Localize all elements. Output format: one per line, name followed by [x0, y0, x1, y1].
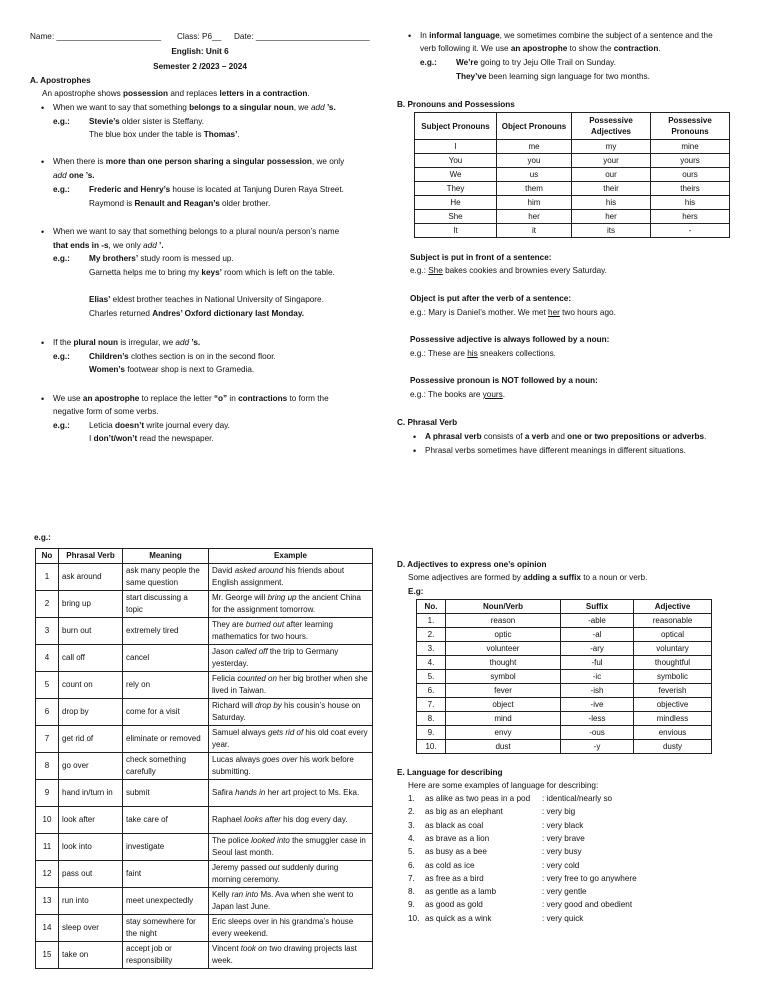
section-d-title: D. Adjectives to express one’s opinion: [397, 560, 547, 569]
pronoun-note-title: Possessive adjective is always followed by a noun:: [410, 335, 610, 344]
section-c-title: C. Phrasal Verb: [397, 418, 458, 427]
table-cell: thoughtful: [634, 656, 712, 670]
example-text: Leticia doesn’t write journal every day.: [89, 421, 230, 430]
table-header: Noun/Verb: [446, 600, 561, 614]
table-cell: dusty: [634, 740, 712, 754]
table-cell: 6: [36, 699, 59, 726]
simile-phrase: as busy as a bee: [425, 847, 487, 857]
table-cell: 12: [36, 861, 59, 888]
table-header: No: [36, 549, 59, 564]
table-row: [36, 753, 373, 780]
table-cell: meet unexpectedly: [123, 888, 209, 915]
example-text: My brothers’ study room is messed up.: [89, 254, 234, 263]
table-cell: symbol: [446, 670, 561, 684]
table-row: [36, 699, 373, 726]
table-cell: mindless: [634, 712, 712, 726]
table-cell: -ish: [561, 684, 634, 698]
table-cell: 1: [36, 564, 59, 591]
simile-phrase: as good as gold: [425, 900, 483, 910]
eg-label: e.g.:: [53, 352, 70, 361]
simile-meaning: : very brave: [542, 833, 585, 843]
table-row: [417, 670, 712, 684]
table-cell: ask around: [59, 564, 123, 591]
simile-meaning: : very free to go anywhere: [542, 873, 637, 883]
table-cell: hand in/turn in: [59, 780, 123, 807]
apostrophe-rule-irregular: • If the plural noun is irregular, we add ’s.: [53, 338, 200, 348]
table-header: Adjective: [634, 600, 712, 614]
simile-meaning: : very gentle: [542, 887, 587, 897]
table-row: [36, 780, 373, 807]
table-cell: check something carefully: [123, 753, 209, 780]
table-row: [417, 656, 712, 670]
table-row: [417, 628, 712, 642]
table-cell: Jeremy passed out suddenly during morning ceremony.: [209, 861, 373, 888]
example-text: Children’s clothes section is on in the second floor.: [89, 352, 276, 361]
table-cell: 9.: [417, 726, 446, 740]
table-header: Example: [209, 549, 373, 564]
section-e-intro: Here are some examples of language for describing:: [408, 781, 599, 790]
list-number: 9.: [408, 900, 415, 910]
table-row: [36, 807, 373, 834]
table-cell: 7: [36, 726, 59, 753]
eg-label: e.g.:: [53, 254, 70, 263]
table-row: [36, 915, 373, 942]
table-cell: She: [415, 210, 497, 224]
pronoun-table: [414, 112, 730, 238]
table-cell: drop by: [59, 699, 123, 726]
pronoun-note-example: e.g.: These are his sneakers collections.: [410, 349, 556, 358]
table-cell: submit: [123, 780, 209, 807]
table-row: [36, 564, 373, 591]
table-cell: 3.: [417, 642, 446, 656]
table-row: [417, 698, 712, 712]
table-cell: We: [415, 168, 497, 182]
table-row: [36, 888, 373, 915]
table-header: Possessive Pronouns: [651, 113, 730, 140]
table-cell: 6.: [417, 684, 446, 698]
table-row: [417, 740, 712, 754]
table-cell: 5.: [417, 670, 446, 684]
table-cell: 8.: [417, 712, 446, 726]
eg-label: E.g:: [408, 587, 424, 596]
simile-meaning: : very busy: [542, 847, 582, 857]
table-cell: voluntary: [634, 642, 712, 656]
table-cell: look into: [59, 834, 123, 861]
table-cell: mine: [651, 140, 730, 154]
table-cell: -ic: [561, 670, 634, 684]
simile-meaning: : very quick: [542, 913, 584, 923]
table-cell: You: [415, 154, 497, 168]
eg-label: e.g.:: [34, 533, 51, 542]
pronoun-note-title: Object is put after the verb of a sentence:: [410, 294, 572, 303]
simile-phrase: as quick as a wink: [425, 913, 492, 923]
table-cell: Samuel always gets rid of his old coat every year.: [209, 726, 373, 753]
table-cell: They are burned out after learning mathematics for two hours.: [209, 618, 373, 645]
table-cell: Jason called off the trip to Germany yesterday.: [209, 645, 373, 672]
phrasal-verb-definition: • A phrasal verb consists of a verb and one or two prepositions or adverbs.: [425, 432, 706, 442]
list-number: 3.: [408, 820, 415, 830]
section-b-title: B. Pronouns and Possessions: [397, 100, 515, 109]
simile-phrase: as black as coal: [425, 820, 484, 830]
table-cell: -al: [561, 628, 634, 642]
apostrophe-rule-shared-line2: add one ’s.: [53, 171, 95, 180]
table-cell: 15: [36, 942, 59, 969]
table-cell: envy: [446, 726, 561, 740]
apostrophe-rule-contraction: • We use an apostrophe to replace the letter “o” in contractions to form the: [53, 394, 385, 404]
list-number: 10.: [408, 913, 420, 923]
table-cell: stay somewhere for the night: [123, 915, 209, 942]
table-cell: 10.: [417, 740, 446, 754]
table-cell: his: [572, 196, 651, 210]
table-cell: optic: [446, 628, 561, 642]
simile-meaning: : very big: [542, 807, 576, 817]
table-row: [415, 154, 730, 168]
phrasal-verb-note: • Phrasal verbs sometimes have different meanings in different situations.: [425, 446, 686, 456]
table-cell: Felicia counted on her big brother when she lived in Taiwan.: [209, 672, 373, 699]
table-cell: 7.: [417, 698, 446, 712]
list-number: 1.: [408, 794, 415, 803]
table-header: Suffix: [561, 600, 634, 614]
table-row: [36, 942, 373, 969]
simile-phrase: as big as an elephant: [425, 807, 503, 817]
table-cell: David asked around his friends about English assignment.: [209, 564, 373, 591]
table-row: [415, 182, 730, 196]
table-cell: extremely tired: [123, 618, 209, 645]
example-text: Frederic and Henry’s house is located at Tanjung Duren Raya Street.: [89, 185, 344, 194]
pronoun-note-example: e.g.: Mary is Daniel’s mother. We met her two hours ago.: [410, 308, 616, 317]
table-cell: -ive: [561, 698, 634, 712]
table-cell: The police looked into the smuggler case in Seoul last month.: [209, 834, 373, 861]
table-row: [36, 618, 373, 645]
table-cell: thought: [446, 656, 561, 670]
apostrophe-rule-informal-line2: verb following it. We use an apostrophe to show the contraction.: [420, 44, 661, 53]
example-text: Charles returned Andres’ Oxford dictionary last Monday.: [89, 309, 305, 318]
table-cell: go over: [59, 753, 123, 780]
table-cell: take care of: [123, 807, 209, 834]
table-cell: -ary: [561, 642, 634, 656]
date-field-label: Date: _________________________: [234, 32, 370, 41]
section-a-intro: An apostrophe shows possession and replaces letters in a contraction.: [42, 89, 310, 98]
simile-phrase: as free as a bird: [425, 873, 484, 883]
eg-label: e.g.:: [53, 421, 70, 430]
table-row: [417, 614, 712, 628]
table-cell: -able: [561, 614, 634, 628]
table-header: Object Pronouns: [497, 113, 572, 140]
table-cell: 2.: [417, 628, 446, 642]
table-cell: 13: [36, 888, 59, 915]
table-cell: Kelly ran into Ms. Ava when she went to Japan last June.: [209, 888, 373, 915]
apostrophe-rule-plural: • When we want to say that something belongs to a plural noun/a person’s name: [53, 227, 339, 237]
table-cell: optical: [634, 628, 712, 642]
table-cell: -: [651, 224, 730, 238]
phrasal-verb-table: [35, 548, 373, 969]
table-cell: Vincent took on two drawing projects last week.: [209, 942, 373, 969]
apostrophe-rule-contraction-line2: negative form of some verbs.: [53, 407, 159, 416]
table-cell: rely on: [123, 672, 209, 699]
table-cell: pass out: [59, 861, 123, 888]
table-row: [417, 684, 712, 698]
table-cell: cancel: [123, 645, 209, 672]
example-text: We’re going to try Jeju Olle Trail on Sunday.: [456, 58, 616, 67]
table-cell: its: [572, 224, 651, 238]
table-row: [417, 712, 712, 726]
apostrophe-rule-plural-line2: that ends in -s, we only add ’.: [53, 241, 164, 250]
table-cell: come for a visit: [123, 699, 209, 726]
simile-phrase: as gentle as a lamb: [425, 887, 497, 897]
table-cell: it: [497, 224, 572, 238]
list-number: 7.: [408, 873, 415, 883]
table-cell: feverish: [634, 684, 712, 698]
example-text: They’ve been learning sign language for two months.: [456, 72, 650, 81]
table-row: [415, 196, 730, 210]
list-number: 2.: [408, 807, 415, 817]
section-e-title: E. Language for describing: [397, 768, 503, 777]
table-cell: investigate: [123, 834, 209, 861]
simile-phrase: as alike as two peas in a pod: [425, 794, 531, 803]
table-header: Phrasal Verb: [59, 549, 123, 564]
table-cell: 11: [36, 834, 59, 861]
table-row: [36, 672, 373, 699]
table-cell: count on: [59, 672, 123, 699]
simile-meaning: : identical/nearly so: [542, 794, 613, 803]
table-header: No.: [417, 600, 446, 614]
example-text: Raymond is Renault and Reagan’s older brother.: [89, 199, 271, 208]
table-cell: get rid of: [59, 726, 123, 753]
table-cell: sleep over: [59, 915, 123, 942]
table-cell: run into: [59, 888, 123, 915]
example-text: Elias’ eldest brother teaches in National University of Singapore.: [89, 295, 324, 304]
table-cell: burn out: [59, 618, 123, 645]
table-cell: Eric sleeps over in his grandma’s house every weekend.: [209, 915, 373, 942]
table-cell: us: [497, 168, 572, 182]
table-cell: our: [572, 168, 651, 182]
table-cell: my: [572, 140, 651, 154]
table-cell: 9: [36, 780, 59, 807]
table-cell: dust: [446, 740, 561, 754]
table-cell: 14: [36, 915, 59, 942]
apostrophe-rule-shared: • When there is more than one person sharing a singular possession, we only: [53, 157, 344, 167]
table-cell: reasonable: [634, 614, 712, 628]
table-cell: theirs: [651, 182, 730, 196]
simile-meaning: : very cold: [542, 860, 580, 870]
table-cell: 4.: [417, 656, 446, 670]
table-cell: It: [415, 224, 497, 238]
apostrophe-rule-singular: • When we want to say that something belongs to a singular noun, we add ’s.: [53, 103, 336, 113]
list-number: 4.: [408, 833, 415, 843]
table-row: [417, 642, 712, 656]
table-cell: -less: [561, 712, 634, 726]
example-text: I don’t/won’t read the newspaper.: [89, 434, 214, 443]
example-text: Stevie’s older sister is Steffany.: [89, 117, 204, 126]
table-row: [417, 726, 712, 740]
section-d-intro: Some adjectives are formed by adding a suffix to a noun or verb.: [408, 573, 648, 582]
list-number: 8.: [408, 887, 415, 897]
pronoun-note-example: e.g.: She bakes cookies and brownies every Saturday.: [410, 266, 607, 275]
table-cell: me: [497, 140, 572, 154]
table-header: Possessive Adjectives: [572, 113, 651, 140]
table-cell: hers: [651, 210, 730, 224]
list-number: 5.: [408, 847, 415, 857]
example-text: Women’s footwear shop is next to Gramedia.: [89, 365, 255, 374]
eg-label: e.g.:: [53, 117, 70, 126]
table-cell: volunteer: [446, 642, 561, 656]
simile-meaning: : very good and obedient: [542, 900, 633, 910]
table-row: [36, 834, 373, 861]
list-number: 6.: [408, 860, 415, 870]
table-cell: faint: [123, 861, 209, 888]
table-cell: 5: [36, 672, 59, 699]
table-header: Subject Pronouns: [415, 113, 497, 140]
table-cell: you: [497, 154, 572, 168]
table-cell: eliminate or removed: [123, 726, 209, 753]
eg-label: e.g.:: [420, 58, 437, 67]
table-cell: They: [415, 182, 497, 196]
table-cell: mind: [446, 712, 561, 726]
table-cell: ask many people the same question: [123, 564, 209, 591]
table-cell: take on: [59, 942, 123, 969]
class-field-label: Class: P6__: [177, 32, 222, 41]
table-cell: -ous: [561, 726, 634, 740]
table-cell: bring up: [59, 591, 123, 618]
eg-label: e.g.:: [53, 185, 70, 194]
table-cell: -ful: [561, 656, 634, 670]
table-cell: start discussing a topic: [123, 591, 209, 618]
table-cell: Raphael looks after his dog every day.: [209, 807, 373, 834]
table-cell: their: [572, 182, 651, 196]
table-cell: Safira hands in her art project to Ms. Eka.: [209, 780, 373, 807]
semester-title: Semester 2 /2023 – 2024: [153, 62, 247, 71]
simile-phrase: as cold as ice: [425, 860, 475, 870]
table-cell: -y: [561, 740, 634, 754]
table-cell: 8: [36, 753, 59, 780]
table-cell: call off: [59, 645, 123, 672]
table-row: [36, 645, 373, 672]
table-cell: accept job or responsibility: [123, 942, 209, 969]
table-cell: symbolic: [634, 670, 712, 684]
table-row: [415, 210, 730, 224]
pronoun-note-title: Subject is put in front of a sentence:: [410, 253, 552, 262]
apostrophe-rule-informal: • In informal language, we sometimes combine the subject of a sentence and the: [420, 31, 713, 41]
table-cell: objective: [634, 698, 712, 712]
table-cell: look after: [59, 807, 123, 834]
table-cell: object: [446, 698, 561, 712]
table-row: [36, 861, 373, 888]
table-row: [36, 591, 373, 618]
table-cell: I: [415, 140, 497, 154]
table-cell: her: [572, 210, 651, 224]
subject-title: English: Unit 6: [171, 47, 229, 56]
table-row: [415, 224, 730, 238]
table-cell: them: [497, 182, 572, 196]
pronoun-note-title: Possessive pronoun is NOT followed by a noun:: [410, 376, 598, 385]
table-cell: Mr. George will bring up the ancient China for the assignment tomorrow.: [209, 591, 373, 618]
table-cell: 1.: [417, 614, 446, 628]
table-cell: Lucas always goes over his work before submitting.: [209, 753, 373, 780]
table-cell: your: [572, 154, 651, 168]
table-cell: him: [497, 196, 572, 210]
table-row: [415, 140, 730, 154]
table-cell: 10: [36, 807, 59, 834]
table-cell: reason: [446, 614, 561, 628]
table-cell: his: [651, 196, 730, 210]
table-cell: 4: [36, 645, 59, 672]
table-cell: Richard will drop by his cousin’s house on Saturday.: [209, 699, 373, 726]
table-cell: 2: [36, 591, 59, 618]
suffix-table: [416, 599, 712, 754]
table-cell: fever: [446, 684, 561, 698]
table-header: Meaning: [123, 549, 209, 564]
table-row: [415, 168, 730, 182]
example-text: The blue box under the table is Thomas’.: [89, 130, 240, 139]
simile-meaning: : very black: [542, 820, 584, 830]
table-cell: envious: [634, 726, 712, 740]
table-row: [36, 726, 373, 753]
pronoun-note-example: e.g.: The books are yours.: [410, 390, 505, 399]
name-field-label: Name: _______________________: [30, 32, 162, 41]
table-cell: her: [497, 210, 572, 224]
example-text: Garnetta helps me to bring my keys’ room which is left on the table.: [89, 268, 335, 277]
section-a-title: A. Apostrophes: [30, 76, 91, 85]
simile-phrase: as brave as a lion: [425, 833, 490, 843]
table-cell: He: [415, 196, 497, 210]
table-cell: 3: [36, 618, 59, 645]
table-cell: yours: [651, 154, 730, 168]
table-cell: ours: [651, 168, 730, 182]
